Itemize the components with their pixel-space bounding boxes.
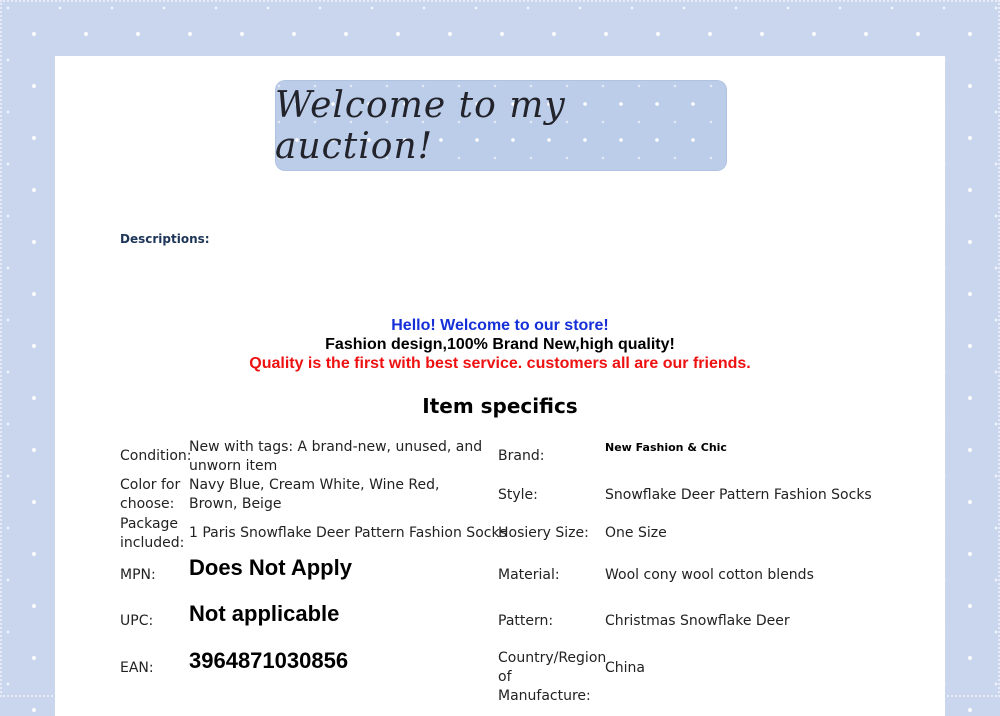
content-panel <box>55 56 945 716</box>
hosiery-size-value: One Size <box>605 525 667 541</box>
mpn-label: MPN: <box>120 567 156 583</box>
ean-label: EAN: <box>120 660 154 676</box>
pattern-value: Christmas Snowflake Deer <box>605 613 790 629</box>
item-specifics-title: Item specifics <box>422 394 578 418</box>
style-value: Snowflake Deer Pattern Fashion Socks <box>605 487 872 503</box>
greeting-line-3: Quality is the first with best service. customers all are our friends. <box>249 355 751 372</box>
brand-label: Brand: <box>498 448 545 464</box>
material-value: Wool cony wool cotton blends <box>605 567 814 583</box>
greeting-line-1: Hello! Welcome to our store! <box>391 317 609 334</box>
pattern-label: Pattern: <box>498 613 554 629</box>
mpn-value: Does Not Apply <box>189 555 352 580</box>
condition-label: Condition: <box>120 448 192 464</box>
ean-value: 3964871030856 <box>189 648 349 673</box>
descriptions-heading: Descriptions: <box>120 232 210 246</box>
brand-value: New Fashion & Chic <box>605 441 727 454</box>
hosiery-size-label: Hosiery Size: <box>498 525 589 541</box>
condition-value: New with tags: A brand-new, unused, and unworn item <box>189 439 483 474</box>
upc-label: UPC: <box>120 613 154 629</box>
greeting-line-2: Fashion design,100% Brand New,high quality! <box>325 336 675 353</box>
country-value: China <box>605 660 645 676</box>
welcome-banner-text: Welcome to my auction! <box>275 84 566 167</box>
welcome-banner <box>275 80 727 171</box>
package-label: Package included: <box>120 516 185 551</box>
material-label: Material: <box>498 567 560 583</box>
color-value: Navy Blue, Cream White, Wine Red, Brown, Beige <box>189 477 440 512</box>
upc-value: Not applicable <box>189 601 340 626</box>
style-label: Style: <box>498 487 538 503</box>
color-label: Color for choose: <box>120 477 181 512</box>
package-value: 1 Paris Snowflake Deer Pattern Fashion Socks <box>189 525 507 541</box>
country-label: Country/Region of Manufacture: <box>498 650 607 704</box>
